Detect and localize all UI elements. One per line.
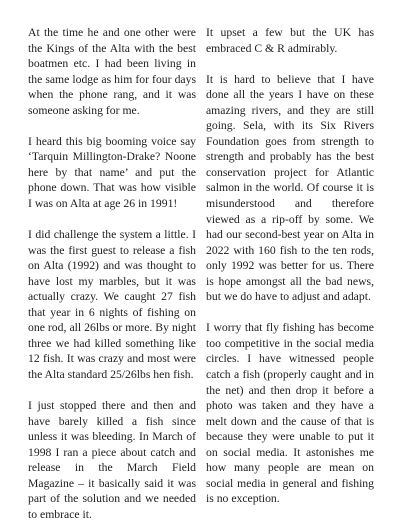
paragraph: I heard this big booming voice say ‘Tarquin Millington-Drake? Noone here by that name’ and put the phone down. That was how visible I was on Alta at age 26 in 1991! (28, 134, 196, 211)
paragraph: I just stopped there and then and have barely killed a fish since unless it was bleeding. In March of 1998 I ran a piece about catch and release in the March Field Magazine – it basically said it was part of the solution and we needed to embrace it. (28, 399, 196, 521)
paragraph: It upset a few but the UK has embraced C & R admirably. (206, 26, 374, 55)
left-column (28, 25, 196, 523)
paragraph: I worry that fly fishing has become too competitive in the social media circles. I have witnessed people catch a fish (properly caught and in the net) and then drop it before a photo was taken and they have a melt down and the cause of that is because they were unable to put it on social media. It astonishes me how many people are mean on social media in general and fishing is no exception. (206, 321, 374, 506)
right-column (206, 25, 374, 507)
paragraph: I did challenge the system a little. I was the first guest to release a fish on Alta (1992) and was thought to have lost my marbles, but it was actually crazy. We caught 27 fish that year in 6 nights of fishing on one rod, all 26lbs or more. By night three we had killed something like 12 fish. It was crazy and most were the Alta standard 25/26lbs hen fish. (28, 228, 196, 382)
paragraph: At the time he and one other were the Kings of the Alta with the best boatmen etc. I had been living in the same lodge as him for four days when the phone rang, and it was someone asking for me. (28, 26, 196, 117)
paragraph: It is hard to believe that I have done all the years I have on these amazing rivers, and they are still going. Sela, with its Six Rivers Foundation goes from strength to strength and probably has the best conservation project for Atlantic salmon in the world. Of course it is misunderstood and therefore viewed as a rip-off by some. We had our second-best year on Alta in 2022 with 160 fish to the ten rods, only 1992 was better for us. There is hope amongst all the bad news, but we do have to adjust and adapt. (206, 72, 374, 304)
